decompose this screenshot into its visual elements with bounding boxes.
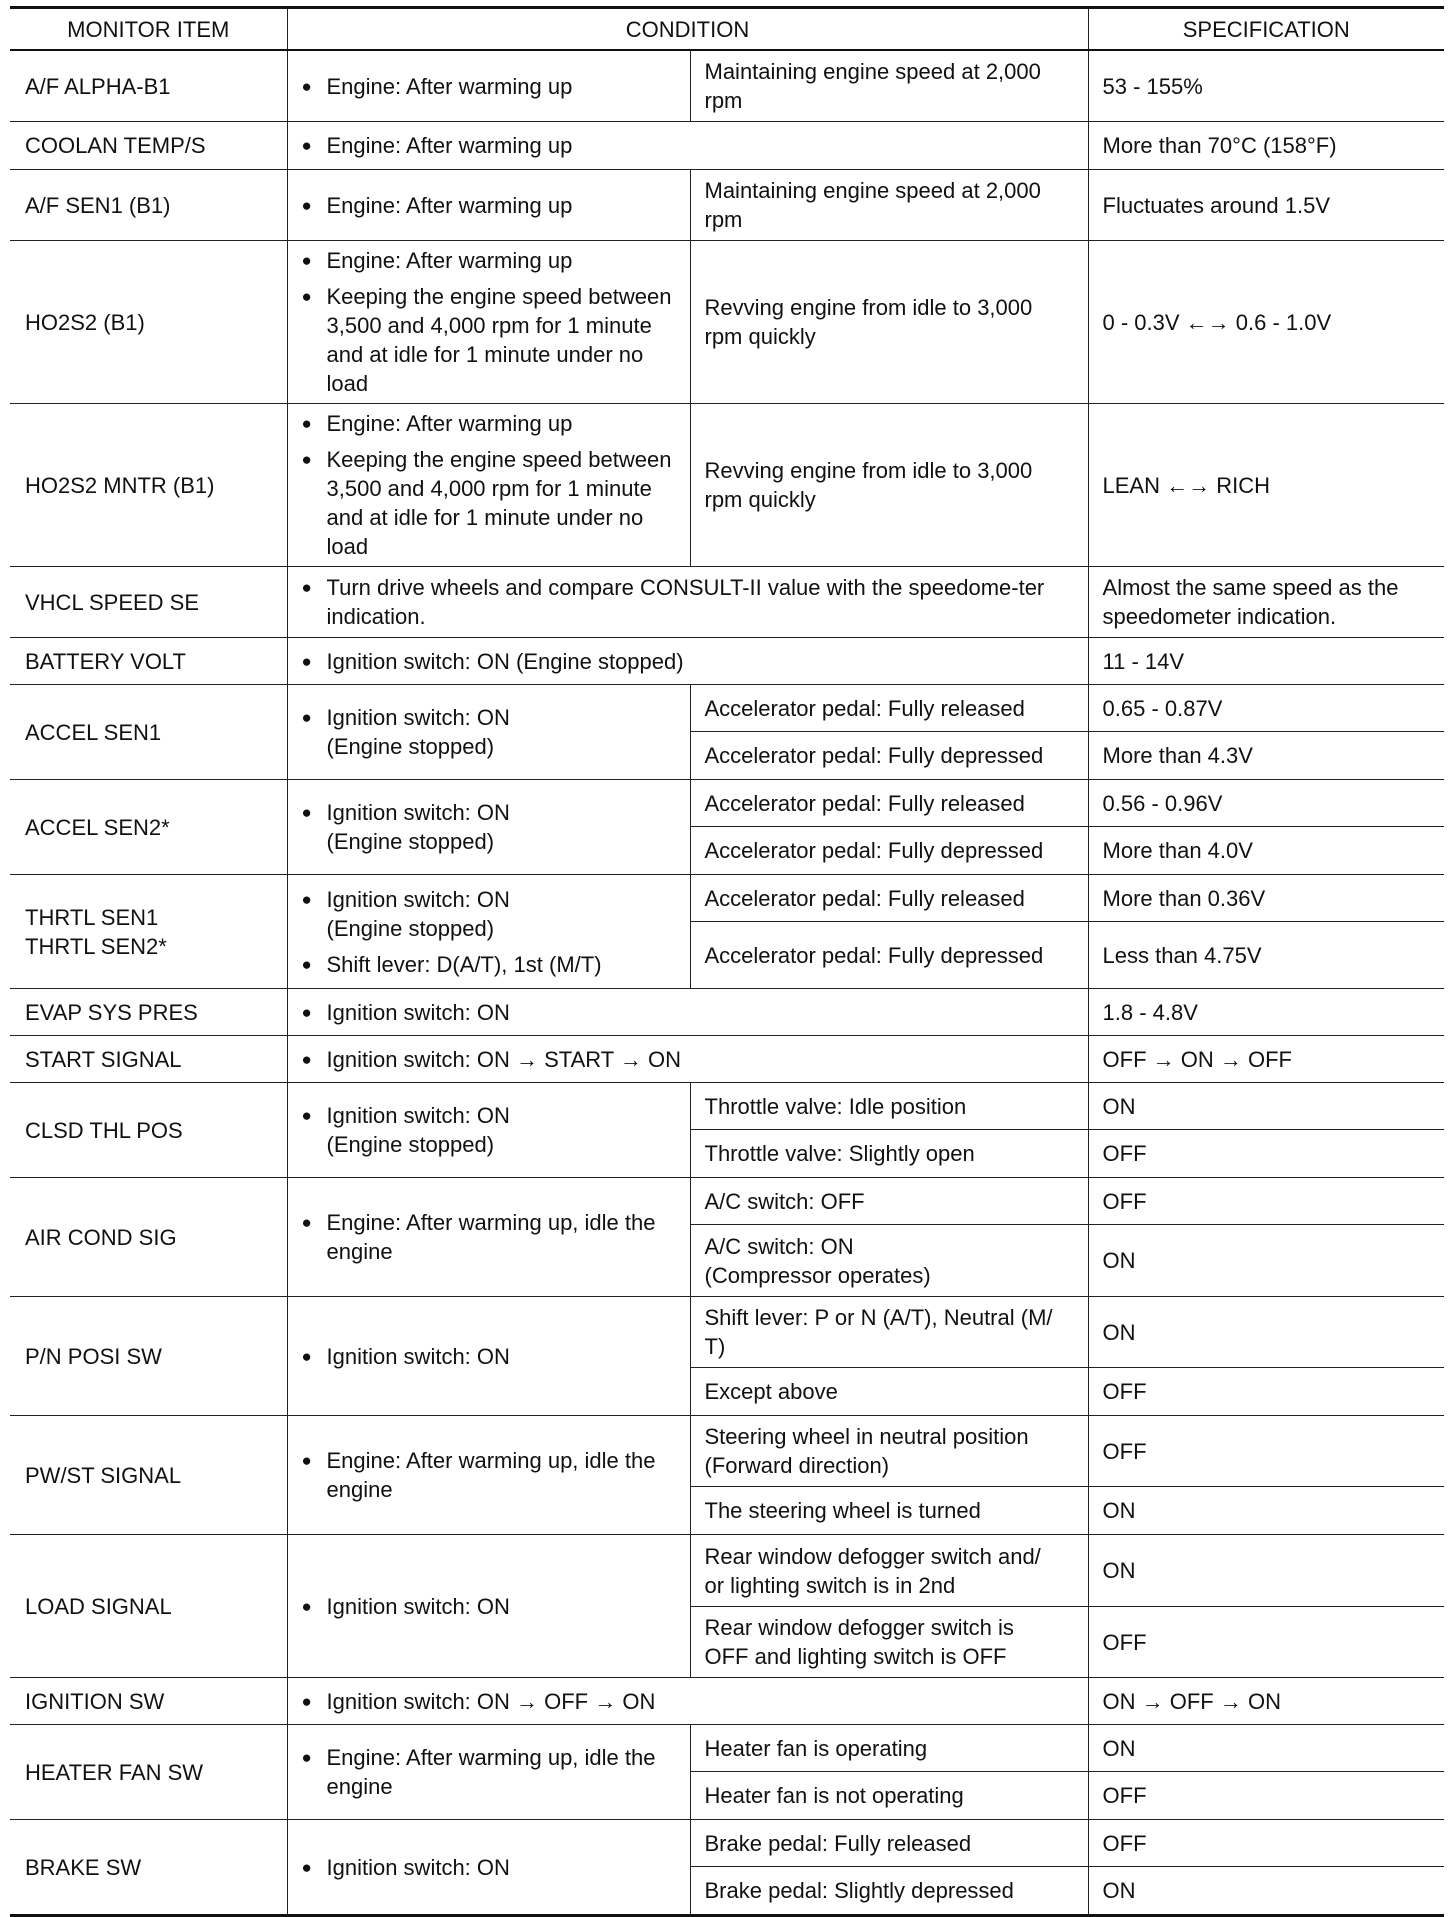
sub-condition-cell: Accelerator pedal: Fully released xyxy=(690,875,1088,922)
condition-list xyxy=(302,191,676,220)
specification-cell: More than 70°C (158°F) xyxy=(1088,122,1444,170)
specification-cell: 53 - 155% xyxy=(1088,50,1444,122)
specification-cell: ON xyxy=(1088,1225,1444,1297)
condition-list xyxy=(302,131,1074,160)
table-row xyxy=(10,685,1444,732)
condition-list xyxy=(302,72,676,101)
monitor-item-cell: THRTL SEN1 THRTL SEN2* xyxy=(10,875,287,989)
monitor-item-cell: VHCL SPEED SE xyxy=(10,567,287,638)
sub-condition-cell: Rear window defogger switch and/ or lighting switch is in 2nd xyxy=(690,1535,1088,1607)
specification-cell: 11 - 14V xyxy=(1088,638,1444,685)
table-row xyxy=(10,404,1444,567)
table-row xyxy=(10,989,1444,1036)
monitor-item-cell: ACCEL SEN2* xyxy=(10,780,287,875)
sub-condition-cell: Shift lever: P or N (A/T), Neutral (M/ T) xyxy=(690,1297,1088,1368)
monitor-item-cell: EVAP SYS PRES xyxy=(10,989,287,1036)
specification-cell: OFF xyxy=(1088,1368,1444,1416)
specification-cell: LEAN ←→ RICH xyxy=(1088,404,1444,567)
monitor-spec-table xyxy=(10,6,1444,1917)
sub-condition-cell: Heater fan is operating xyxy=(690,1725,1088,1772)
specification-cell: Less than 4.75V xyxy=(1088,922,1444,989)
condition-list xyxy=(302,647,1074,676)
sub-condition-cell: Rear window defogger switch is OFF and lighting switch is OFF xyxy=(690,1607,1088,1678)
sub-condition-cell: Steering wheel in neutral position (Forward direction) xyxy=(690,1416,1088,1487)
condition-cell xyxy=(287,567,1088,638)
condition-list xyxy=(302,1101,676,1159)
condition-list xyxy=(302,246,676,398)
condition-list xyxy=(302,409,676,561)
specification-cell: ON xyxy=(1088,1725,1444,1772)
table-row xyxy=(10,241,1444,404)
condition-bullet: ● Engine: After warming up, idle the engine xyxy=(302,1446,676,1504)
condition-cell xyxy=(287,1036,1088,1083)
condition-cell xyxy=(287,875,690,989)
condition-cell xyxy=(287,780,690,875)
specification-cell: Fluctuates around 1.5V xyxy=(1088,170,1444,241)
condition-bullet: ● Engine: After warming up, idle the engine xyxy=(302,1208,676,1266)
specification-cell: OFF xyxy=(1088,1772,1444,1820)
condition-bullet: ● Ignition switch: ON (Engine stopped) xyxy=(302,798,676,856)
specification-cell: More than 4.0V xyxy=(1088,827,1444,875)
specification-cell: OFF xyxy=(1088,1416,1444,1487)
sub-condition-cell: Accelerator pedal: Fully depressed xyxy=(690,827,1088,875)
condition-bullet: ● Ignition switch: ON (Engine stopped) xyxy=(302,703,676,761)
table-row xyxy=(10,1178,1444,1225)
condition-bullet: ● Engine: After warming up, idle the engine xyxy=(302,1743,676,1801)
monitor-item-cell: P/N POSI SW xyxy=(10,1297,287,1416)
specification-cell: ON xyxy=(1088,1487,1444,1535)
condition-bullet: ● Engine: After warming up xyxy=(302,191,676,220)
monitor-item-cell: AIR COND SIG xyxy=(10,1178,287,1297)
specification-cell: ON xyxy=(1088,1297,1444,1368)
table-row xyxy=(10,1535,1444,1607)
specification-cell: 0 - 0.3V ←→ 0.6 - 1.0V xyxy=(1088,241,1444,404)
header-monitor-item: MONITOR ITEM xyxy=(10,8,287,51)
condition-bullet: ● Ignition switch: ON xyxy=(302,1592,676,1621)
monitor-item-cell: HO2S2 (B1) xyxy=(10,241,287,404)
monitor-item-cell: ACCEL SEN1 xyxy=(10,685,287,780)
monitor-item-cell: COOLAN TEMP/S xyxy=(10,122,287,170)
sub-condition-cell: Accelerator pedal: Fully released xyxy=(690,780,1088,827)
sub-condition-cell: Heater fan is not operating xyxy=(690,1772,1088,1820)
monitor-item-cell: IGNITION SW xyxy=(10,1678,287,1725)
table-row xyxy=(10,50,1444,122)
sub-condition-cell: The steering wheel is turned xyxy=(690,1487,1088,1535)
specification-cell: 0.56 - 0.96V xyxy=(1088,780,1444,827)
sub-condition-cell: Except above xyxy=(690,1368,1088,1416)
sub-condition-cell: Revving engine from idle to 3,000 rpm quickly xyxy=(690,241,1088,404)
table-row xyxy=(10,1820,1444,1867)
condition-cell xyxy=(287,404,690,567)
header-row xyxy=(10,8,1444,51)
condition-list xyxy=(302,1592,676,1621)
specification-cell: ON xyxy=(1088,1867,1444,1916)
header-specification: SPECIFICATION xyxy=(1088,8,1444,51)
condition-cell xyxy=(287,1725,690,1820)
sub-condition-cell: Brake pedal: Slightly depressed xyxy=(690,1867,1088,1916)
condition-bullet: ● Ignition switch: ON (Engine stopped) xyxy=(302,647,1074,676)
table-row xyxy=(10,1725,1444,1772)
condition-list xyxy=(302,1687,1074,1716)
condition-bullet: ● Ignition switch: ON xyxy=(302,1853,676,1882)
condition-cell xyxy=(287,1416,690,1535)
condition-bullet: ● Shift lever: D(A/T), 1st (M/T) xyxy=(302,950,676,979)
condition-list xyxy=(302,1045,1074,1074)
condition-cell xyxy=(287,638,1088,685)
specification-cell: More than 4.3V xyxy=(1088,732,1444,780)
condition-cell xyxy=(287,989,1088,1036)
sub-condition-cell: A/C switch: ON (Compressor operates) xyxy=(690,1225,1088,1297)
condition-bullet: ● Turn drive wheels and compare CONSULT-II value with the speedome-ter indication. xyxy=(302,573,1074,631)
monitor-item-cell: BATTERY VOLT xyxy=(10,638,287,685)
condition-list xyxy=(302,1446,676,1504)
condition-bullet: ● Ignition switch: ON → START → ON xyxy=(302,1045,1074,1074)
sub-condition-cell: Maintaining engine speed at 2,000 rpm xyxy=(690,170,1088,241)
condition-bullet: ● Engine: After warming up xyxy=(302,409,676,438)
specification-cell: OFF xyxy=(1088,1820,1444,1867)
condition-bullet: ● Ignition switch: ON → OFF → ON xyxy=(302,1687,1074,1716)
condition-bullet: ● Ignition switch: ON (Engine stopped) xyxy=(302,1101,676,1159)
condition-list xyxy=(302,885,676,979)
specification-cell: More than 0.36V xyxy=(1088,875,1444,922)
condition-cell xyxy=(287,1083,690,1178)
condition-bullet: ● Engine: After warming up xyxy=(302,246,676,275)
condition-cell xyxy=(287,1178,690,1297)
sub-condition-cell: Revving engine from idle to 3,000 rpm quickly xyxy=(690,404,1088,567)
condition-cell xyxy=(287,1535,690,1678)
header-condition: CONDITION xyxy=(287,8,1088,51)
specification-cell: OFF xyxy=(1088,1607,1444,1678)
condition-bullet: ● Keeping the engine speed between 3,500 and 4,000 rpm for 1 minute and at idle for 1 minute under no load xyxy=(302,282,676,398)
monitor-item-cell: CLSD THL POS xyxy=(10,1083,287,1178)
condition-cell xyxy=(287,50,690,122)
table-row xyxy=(10,1297,1444,1368)
condition-list xyxy=(302,1743,676,1801)
condition-bullet: ● Engine: After warming up xyxy=(302,72,676,101)
table-row xyxy=(10,638,1444,685)
table-body xyxy=(10,50,1444,1916)
specification-cell: OFF xyxy=(1088,1178,1444,1225)
sub-condition-cell: Brake pedal: Fully released xyxy=(690,1820,1088,1867)
specification-cell: OFF → ON → OFF xyxy=(1088,1036,1444,1083)
sub-condition-cell: Throttle valve: Slightly open xyxy=(690,1130,1088,1178)
condition-list xyxy=(302,703,676,761)
table-row xyxy=(10,1416,1444,1487)
sub-condition-cell: Accelerator pedal: Fully depressed xyxy=(690,732,1088,780)
table-row xyxy=(10,170,1444,241)
monitor-item-cell: HEATER FAN SW xyxy=(10,1725,287,1820)
sub-condition-cell: Accelerator pedal: Fully depressed xyxy=(690,922,1088,989)
table-row xyxy=(10,875,1444,922)
condition-cell xyxy=(287,1678,1088,1725)
table-row xyxy=(10,780,1444,827)
table-row xyxy=(10,122,1444,170)
condition-list xyxy=(302,998,1074,1027)
specification-cell: 0.65 - 0.87V xyxy=(1088,685,1444,732)
table-row xyxy=(10,567,1444,638)
sub-condition-cell: Throttle valve: Idle position xyxy=(690,1083,1088,1130)
condition-cell xyxy=(287,241,690,404)
condition-list xyxy=(302,1208,676,1266)
specification-cell: ON → OFF → ON xyxy=(1088,1678,1444,1725)
condition-bullet: ● Ignition switch: ON xyxy=(302,1342,676,1371)
sub-condition-cell: A/C switch: OFF xyxy=(690,1178,1088,1225)
sub-condition-cell: Maintaining engine speed at 2,000 rpm xyxy=(690,50,1088,122)
monitor-item-cell: PW/ST SIGNAL xyxy=(10,1416,287,1535)
monitor-item-cell: HO2S2 MNTR (B1) xyxy=(10,404,287,567)
condition-list xyxy=(302,1342,676,1371)
monitor-item-cell: BRAKE SW xyxy=(10,1820,287,1916)
condition-cell xyxy=(287,170,690,241)
specification-cell: Almost the same speed as the speedometer indication. xyxy=(1088,567,1444,638)
condition-list xyxy=(302,1853,676,1882)
monitor-item-cell: A/F SEN1 (B1) xyxy=(10,170,287,241)
condition-cell xyxy=(287,1297,690,1416)
condition-list xyxy=(302,573,1074,631)
monitor-item-cell: LOAD SIGNAL xyxy=(10,1535,287,1678)
condition-list xyxy=(302,798,676,856)
monitor-item-cell: A/F ALPHA-B1 xyxy=(10,50,287,122)
condition-bullet: ● Ignition switch: ON (Engine stopped) xyxy=(302,885,676,943)
table-row xyxy=(10,1083,1444,1130)
condition-cell xyxy=(287,122,1088,170)
table-row xyxy=(10,1036,1444,1083)
sub-condition-cell: Accelerator pedal: Fully released xyxy=(690,685,1088,732)
specification-cell: ON xyxy=(1088,1083,1444,1130)
condition-bullet: ● Ignition switch: ON xyxy=(302,998,1074,1027)
specification-cell: OFF xyxy=(1088,1130,1444,1178)
condition-cell xyxy=(287,685,690,780)
condition-bullet: ● Engine: After warming up xyxy=(302,131,1074,160)
specification-cell: ON xyxy=(1088,1535,1444,1607)
condition-bullet: ● Keeping the engine speed between 3,500 and 4,000 rpm for 1 minute and at idle for 1 minute under no load xyxy=(302,445,676,561)
table-row xyxy=(10,1678,1444,1725)
monitor-item-cell: START SIGNAL xyxy=(10,1036,287,1083)
condition-cell xyxy=(287,1820,690,1916)
specification-cell: 1.8 - 4.8V xyxy=(1088,989,1444,1036)
